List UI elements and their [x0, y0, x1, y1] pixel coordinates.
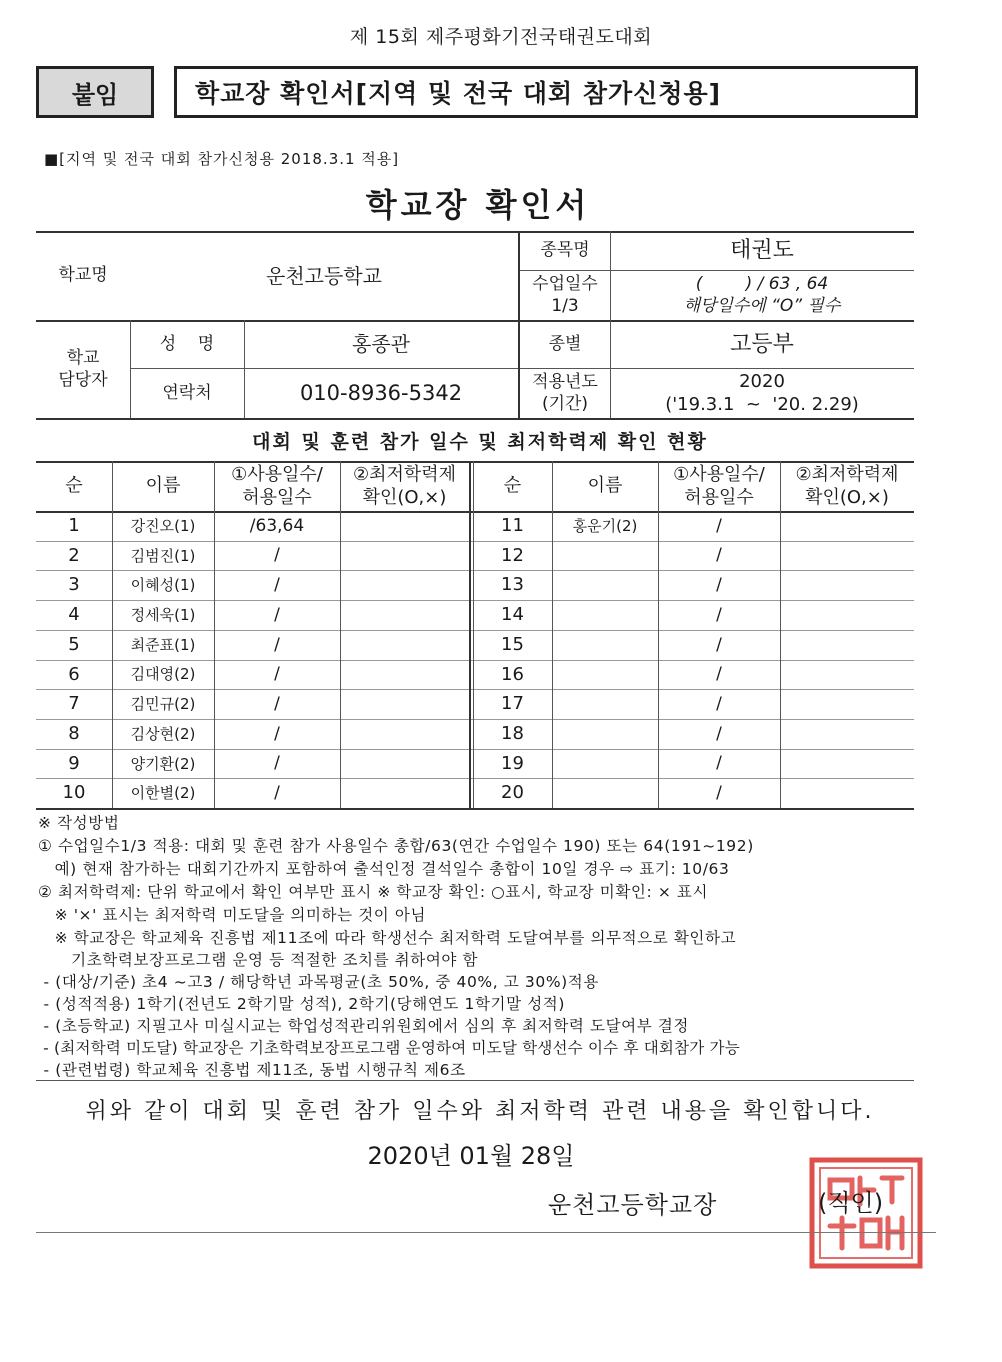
school-days-required-note: 해당일수에 “O” 필수 [683, 295, 841, 316]
manager-name-value: 홍종관 [352, 332, 410, 356]
table-cell-check [340, 690, 469, 719]
table-cell-days: / [274, 753, 280, 774]
event-label: 종목명 [540, 240, 590, 261]
table-cell-check [780, 690, 914, 719]
table-cell-check [340, 779, 469, 808]
table-cell-check [340, 631, 469, 660]
table-cell-days: / [716, 664, 722, 685]
table-cell-name [552, 631, 658, 660]
col-header-seq-right: 순 [503, 475, 522, 497]
table-cell-days: / [716, 515, 722, 536]
table-cell-check [340, 542, 469, 571]
table-cell-seq: 15 [501, 633, 524, 655]
instruction-line: ※ 학교장은 학교체육 진흥법 제11조에 따라 학생선수 최저학력 도달여부를 의무적으로 확인하고 [38, 929, 737, 947]
seal-label: (직인) [818, 1189, 884, 1217]
table-cell-seq: 4 [68, 604, 80, 626]
table-cell-check [780, 661, 914, 690]
instructions-heading: ※ 작성방법 [38, 814, 120, 832]
school-name-value: 운천고등학교 [266, 263, 382, 288]
col-header-days-left-line2: 허용일수 [242, 486, 312, 508]
instruction-line: - (성적적용) 1학기(전년도 2학기말 성적), 2학기(당해연도 1학기말 성적) [38, 995, 565, 1013]
table-cell-seq: 1 [68, 515, 80, 537]
table-cell-check [780, 631, 914, 660]
table-cell-name: 이혜성(1) [130, 576, 196, 595]
table-cell-seq: 7 [68, 693, 80, 715]
application-note: ■[지역 및 전국 대회 참가신청용 2018.3.1 적용] [44, 150, 400, 168]
table-cell-name: 이한별(2) [130, 784, 196, 803]
apply-year-label-line2: (기간) [541, 393, 589, 414]
col-header-name-right: 이름 [587, 475, 623, 497]
manager-name-label: 성 명 [159, 333, 215, 354]
col-header-check-right-line1: ②최저학력제 [795, 464, 899, 485]
table-cell-name: 강진오(1) [130, 516, 196, 535]
table-cell-days: / [716, 723, 722, 744]
table-cell-days: / [716, 783, 722, 804]
apply-year-label [520, 369, 610, 418]
table-cell-check [340, 571, 469, 600]
footer-divider [36, 1232, 936, 1233]
table-cell-name [552, 779, 658, 808]
table-cell-seq: 8 [68, 722, 80, 744]
school-days-title: 수업일수 [532, 274, 598, 295]
instruction-line: 예) 현재 참가하는 대회기간까지 포함하여 출석인정 결석일수 총합이 10일 경우 ⇨ 표기: 10/63 [38, 860, 730, 878]
table-cell-seq: 17 [501, 693, 524, 715]
col-header-check-left-line1: ②최저학력제 [352, 464, 457, 485]
instruction-line: ② 최저학력제: 단위 학교에서 확인 여부만 표시 ※ 학교장 확인: ○표시, 학교장 미확인: × 표시 [38, 883, 709, 901]
col-header-days-right-line1: ①사용일수/ [673, 464, 765, 485]
attachment-tag: 붙임 [36, 66, 154, 118]
table-cell-name [552, 661, 658, 690]
col-header-seq-left: 순 [65, 475, 83, 497]
col-header-check-left-line2: 확인(O,×) [362, 486, 447, 508]
table-cell-seq: 12 [501, 544, 524, 566]
table-cell-days: / [716, 693, 722, 714]
table-cell-days: / [716, 604, 722, 625]
apply-year: 2020 [739, 371, 785, 392]
section-title: 대회 및 훈련 참가 일수 및 최저학력제 확인 현황 [252, 431, 708, 453]
table-cell-days: / [716, 575, 722, 596]
attachment-title: 학교장 확인서[지역 및 전국 대회 참가신청용] [174, 66, 918, 118]
table-cell-seq: 9 [68, 752, 80, 774]
event-value: 태권도 [730, 238, 794, 264]
table-cell-name [552, 690, 658, 719]
table-cell-name: 김민규(2) [130, 695, 196, 714]
table-cell-name: 최준표(1) [130, 635, 196, 654]
school-days-value [610, 271, 914, 320]
col-header-days-left [214, 462, 340, 511]
table-cell-check [340, 661, 469, 690]
table-cell-name: 김대영(2) [130, 665, 196, 684]
instruction-line: - (관련법령) 학교체육 진흥법 제11조, 동법 시행규칙 제6조 [38, 1061, 466, 1079]
table-cell-seq: 14 [501, 604, 524, 626]
apply-period: ('19.3.1 ~ '20. 2.29) [665, 393, 859, 415]
table-cell-seq: 13 [501, 574, 524, 596]
table-cell-days: / [716, 545, 722, 566]
table-cell-name: 양기환(2) [130, 754, 196, 773]
table-cell-seq: 11 [501, 515, 524, 537]
manager-label-line2: 담당자 [58, 369, 108, 390]
division-label: 종별 [548, 333, 582, 354]
table-cell-days: / [274, 693, 280, 714]
table-cell-days: / [274, 783, 280, 804]
table-cell-check [340, 601, 469, 630]
instruction-line: - (대상/기준) 초4 ~고3 / 해당학년 과목평균(초 50%, 중 40%, 고 30%)적용 [38, 973, 599, 991]
table-cell-name [552, 750, 658, 779]
table-cell-seq: 16 [501, 663, 524, 685]
table-cell-seq: 3 [68, 574, 80, 596]
manager-label [36, 321, 130, 418]
school-name-label: 학교명 [58, 265, 108, 286]
contact-value: 010-8936-5342 [299, 381, 463, 406]
col-header-check-left [340, 462, 469, 511]
contact-label: 연락처 [162, 382, 212, 403]
table-cell-check [780, 720, 914, 749]
table-cell-name: 홍운기(2) [572, 516, 638, 535]
school-days-label [520, 271, 610, 320]
table-cell-check [340, 512, 469, 541]
table-cell-name [552, 542, 658, 571]
instruction-line: ① 수업일수1/3 적용: 대회 및 훈련 참가 사용일수 총합/63(연간 수업일수 190) 또는 64(191~192) [38, 837, 754, 855]
table-cell-days: / [274, 634, 280, 655]
division-value: 고등부 [730, 331, 794, 357]
table-cell-name: 김범진(1) [130, 546, 196, 565]
table-cell-seq: 5 [68, 633, 80, 655]
table-cell-days: / [716, 753, 722, 774]
principal-title: 운천고등학교장 [548, 1191, 718, 1219]
apply-year-value [610, 369, 914, 418]
school-days-entry: ( ) / 63 , 64 [695, 274, 829, 295]
table-cell-days: / [716, 634, 722, 655]
apply-year-label-line1: 적용년도 [532, 372, 598, 393]
table-cell-check [780, 750, 914, 779]
table-cell-name [552, 720, 658, 749]
col-header-check-right-line2: 확인(O,×) [805, 486, 889, 508]
table-cell-check [780, 542, 914, 571]
table-cell-seq: 19 [501, 752, 524, 774]
instruction-line: 기초학력보장프로그램 운영 등 적절한 조치를 취하여야 함 [38, 951, 479, 969]
table-cell-name: 김상현(2) [130, 724, 196, 743]
document-title: 학교장 확인서 [365, 186, 591, 224]
instruction-line: ※ '×' 표시는 최저학력 미도달을 의미하는 것이 아님 [38, 906, 427, 924]
table-cell-check [780, 779, 914, 808]
col-header-days-left-line1: ①사용일수/ [231, 464, 323, 485]
instruction-line: - (초등학교) 지필고사 미실시교는 학업성적관리위원회에서 심의 후 최저학력 도달여부 결정 [38, 1017, 689, 1035]
table-cell-check [780, 571, 914, 600]
table-cell-seq: 18 [501, 722, 524, 744]
table-cell-days: / [274, 723, 280, 744]
table-cell-name [552, 601, 658, 630]
col-header-name-left: 이름 [145, 475, 181, 497]
table-cell-seq: 20 [501, 782, 524, 804]
instruction-line: - (최저학력 미도달) 학교장은 기초학력보장프로그램 운영하여 미도달 학생선수 이수 후 대회참가 가능 [38, 1039, 740, 1057]
table-cell-seq: 2 [68, 544, 80, 566]
table-cell-seq: 6 [68, 663, 80, 685]
table-cell-check [340, 750, 469, 779]
col-header-check-right [780, 462, 914, 511]
confirmation-date: 2020년 01월 28일 [367, 1142, 575, 1170]
manager-label-line1: 학교 [66, 348, 100, 369]
table-cell-days: / [274, 604, 280, 625]
table-cell-days: / [274, 664, 280, 685]
col-header-days-right-line2: 허용일수 [684, 486, 754, 508]
table-cell-check [780, 512, 914, 541]
table-cell-name [552, 571, 658, 600]
table-cell-days: / [274, 545, 280, 566]
table-cell-name: 정세욱(1) [130, 606, 196, 625]
table-cell-check [340, 720, 469, 749]
table-cell-check [780, 601, 914, 630]
table-cell-days: / [274, 575, 280, 596]
col-header-days-right [658, 462, 780, 511]
school-days-fraction: 1/3 [551, 295, 579, 316]
table-cell-seq: 10 [62, 782, 86, 804]
table-cell-days: /63,64 [249, 515, 305, 536]
event-title: 제 15회 제주평화기전국태권도대회 [349, 26, 653, 48]
confirmation-statement: 위와 같이 대회 및 훈련 참가 일수와 최저학력 관련 내용을 확인합니다. [85, 1099, 875, 1124]
